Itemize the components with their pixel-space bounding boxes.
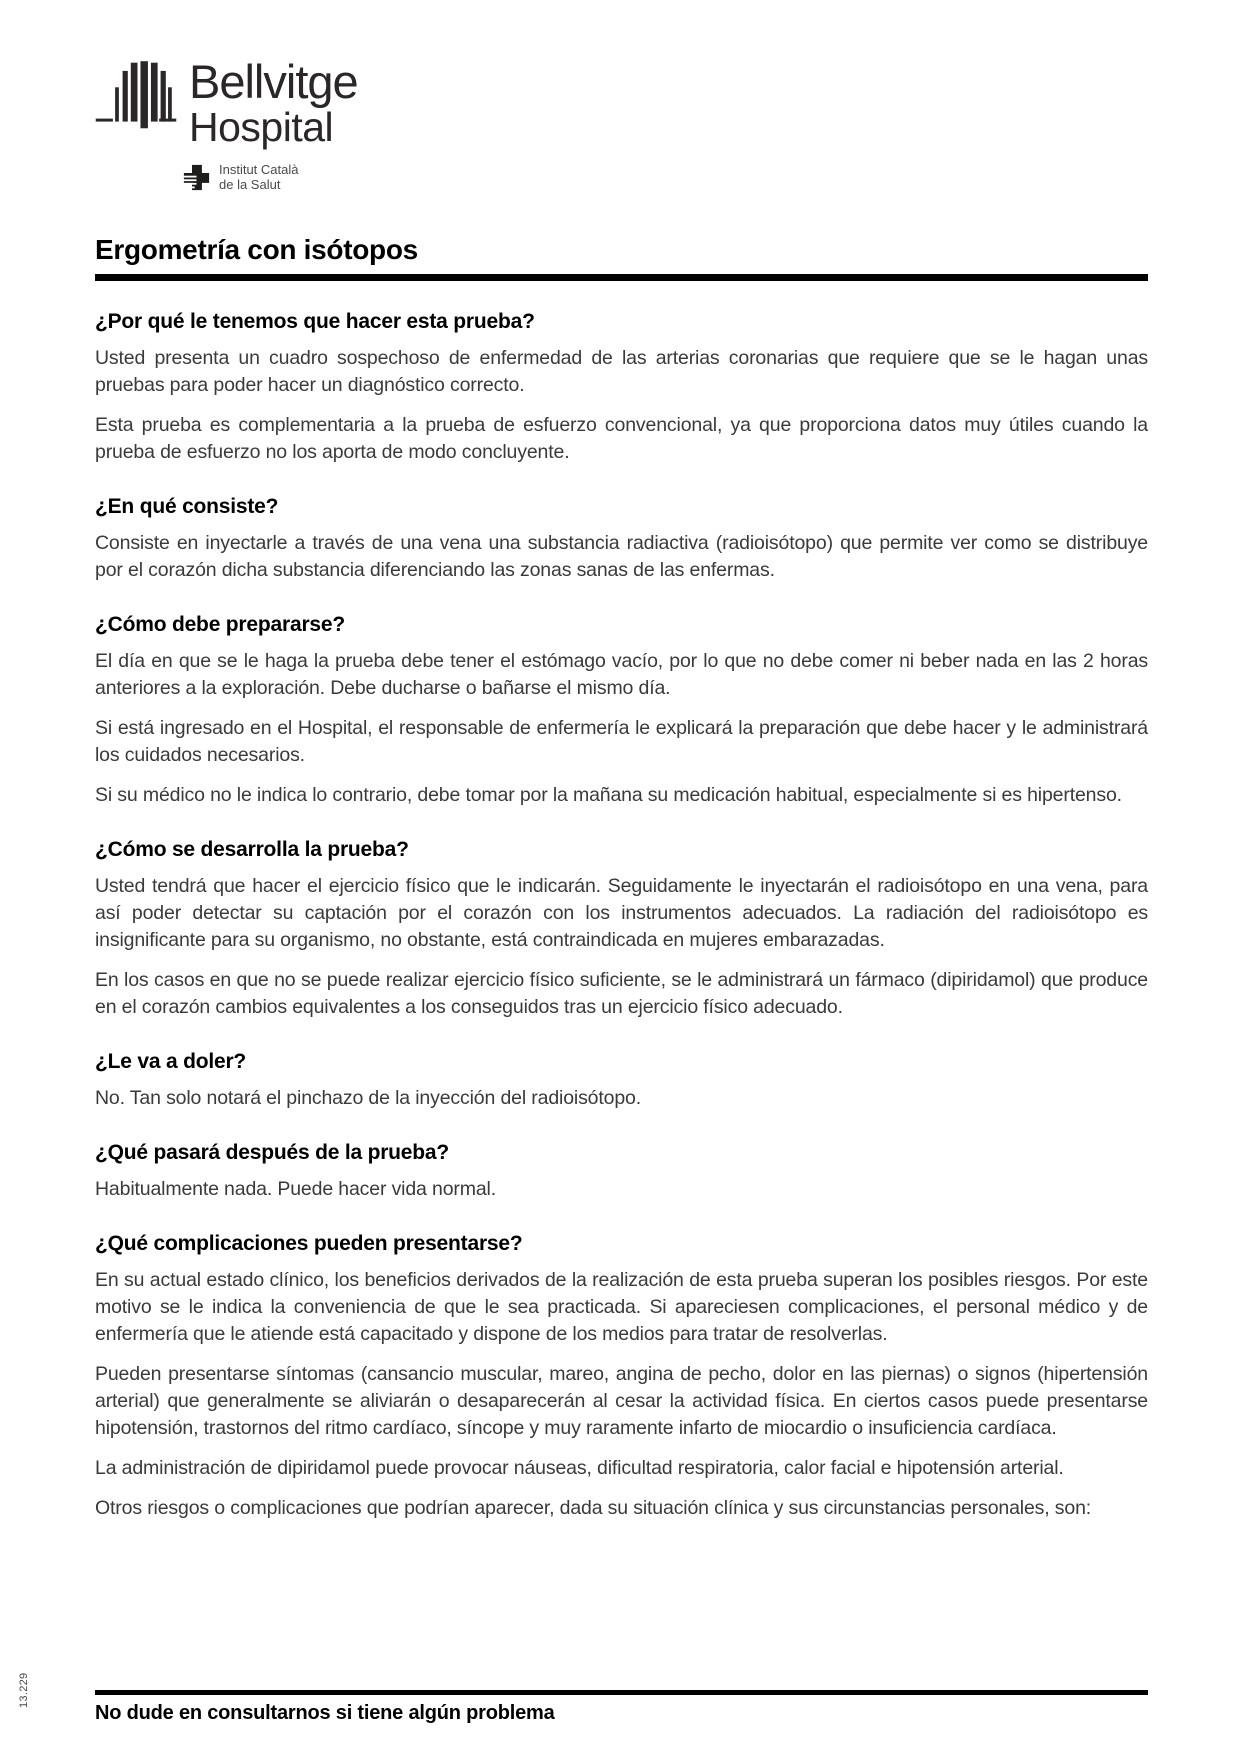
footer-rule (95, 1690, 1148, 1695)
paragraph: En su actual estado clínico, los beneficios derivados de la realización de esta prueba superan los posibles riesgos. Por este motivo se le indica la conveniencia de que le sea practicada. Si apareciesen complicaciones, el personal médico y de enfermería que le atiende está capacitado y dispone de los medios para tratar de resolverlas. (95, 1269, 1148, 1345)
title-rule (95, 274, 1148, 281)
paragraph: El día en que se le haga la prueba debe tener el estómago vacío, por lo que no debe comer ni beber nada en las 2 horas anteriores a la exploración. Debe ducharse o bañarse el mismo día. (95, 650, 1148, 699)
paragraph: Usted tendrá que hacer el ejercicio físico que le indicarán. Seguidamente le inyectarán el radioisótopo en una vena, para así poder detectar su captación por el corazón con los instrumentos adecuados. La radiación del radioisótopo es insignificante para su organismo, no obstante, está contraindicada en mujeres embarazadas. (95, 875, 1148, 951)
paragraph: La administración de dipiridamol puede provocar náuseas, dificultad respiratoria, calor facial e hipotensión arterial. (95, 1457, 1064, 1479)
paragraph: Consiste en inyectarle a través de una vena una substancia radiactiva (radioisótopo) que permite ver como se distribuye por el corazón dicha substancia diferenciando las zonas sanas de las enfermas. (95, 532, 1148, 581)
paragraph: Otros riesgos o complicaciones que podrían aparecer, dada su situación clínica y sus circunstancias personales, son: (95, 1497, 1092, 1519)
paragraph: Si su médico no le indica lo contrario, debe tomar por la mañana su medicación habitual, especialmente si es hipertenso. (95, 784, 1122, 806)
section-le-va-a-doler (95, 1050, 1148, 1112)
paragraph: No. Tan solo notará el pinchazo de la inyección del radioisótopo. (95, 1087, 642, 1109)
section-en-que-consiste (95, 495, 1148, 584)
section-heading: ¿Qué pasará después de la prueba? (95, 1141, 450, 1164)
paragraph: Esta prueba es complementaria a la prueba de esfuerzo convencional, ya que proporciona datos muy útiles cuando la prueba de esfuerzo no los aporta de modo concluyente. (95, 414, 1148, 463)
paragraph: Pueden presentarse síntomas (cansancio muscular, mareo, angina de pecho, dolor en las piernas) o signos (hipertensión arterial) que generalmente se aliviarán o desaparecerán al cesar la actividad física. En ciertos casos puede presentarse hipotensión, trastornos del ritmo cardíaco, síncope y muy raramente infarto de miocardio o insuficiencia cardíaca. (95, 1363, 1148, 1439)
hospital-building-icon (95, 50, 177, 138)
institute-logo (183, 162, 1148, 192)
section-heading: ¿Qué complicaciones pueden presentarse? (95, 1232, 523, 1255)
section-como-prepararse (95, 613, 1148, 809)
institute-name (219, 162, 299, 192)
section-que-pasara-despues (95, 1141, 1148, 1203)
hospital-logo (95, 50, 1148, 148)
health-cross-icon (183, 164, 210, 191)
section-heading: ¿Le va a doler? (95, 1050, 247, 1073)
hospital-word: Hospital (189, 104, 334, 150)
institute-line1: Institut Català (219, 162, 299, 177)
section-heading: ¿En qué consiste? (95, 495, 279, 518)
paragraph: Habitualmente nada. Puede hacer vida normal. (95, 1178, 496, 1200)
hospital-logo-text (189, 50, 358, 148)
section-heading: ¿Por qué le tenemos que hacer esta prueba? (95, 310, 535, 333)
page-title: Ergometría con isótopos (95, 234, 418, 265)
section-heading: ¿Cómo se desarrolla la prueba? (95, 838, 409, 861)
section-como-se-desarrolla (95, 838, 1148, 1021)
hospital-name: Bellvitge (189, 55, 358, 108)
document-code: 13.229 (18, 1672, 30, 1708)
paragraph: En los casos en que no se puede realizar ejercicio físico suficiente, se le administrará un fármaco (dipiridamol) que produce en el corazón cambios equivalentes a los conseguidos tras un ejercicio físico adecuado. (95, 969, 1148, 1018)
paragraph: Usted presenta un cuadro sospechoso de enfermedad de las arterias coronarias que requiere que se le hagan unas pruebas para poder hacer un diagnóstico correcto. (95, 347, 1148, 396)
section-heading: ¿Cómo debe prepararse? (95, 613, 345, 636)
paragraph: Si está ingresado en el Hospital, el responsable de enfermería le explicará la preparación que debe hacer y le administrará los cuidados necesarios. (95, 717, 1148, 766)
section-complicaciones (95, 1232, 1148, 1522)
section-por-que (95, 310, 1148, 466)
institute-line2: de la Salut (219, 177, 281, 192)
footer-message: No dude en consultarnos si tiene algún problema (95, 1702, 555, 1724)
